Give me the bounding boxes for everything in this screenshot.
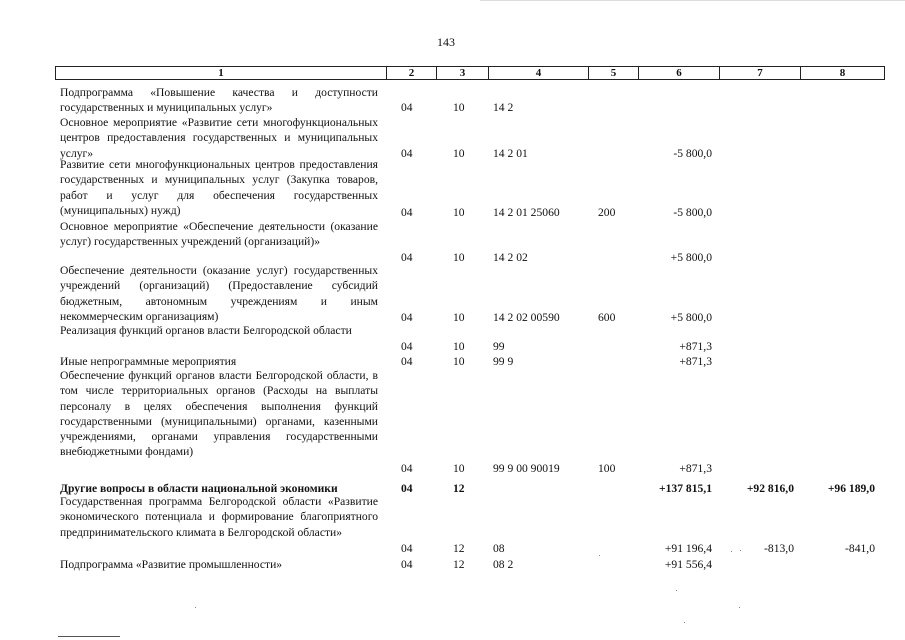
row-subsection: 10 (453, 462, 465, 475)
row-expense-type: 100 (598, 462, 616, 475)
row-target-code: 14 2 02 00590 (493, 311, 560, 324)
page-number: 143 (437, 35, 455, 49)
scan-speck (676, 590, 677, 591)
header-col-1: 1 (55, 66, 387, 80)
row-section: 04 (401, 340, 413, 353)
row-expense-type: 600 (598, 311, 616, 324)
header-col-2: 2 (386, 66, 437, 80)
row-subsection: 10 (453, 311, 465, 324)
row-section: 04 (401, 542, 413, 555)
scan-speck (731, 551, 732, 552)
row-name: Основное мероприятие «Развитие сети многофункциональных центров предоставления государственных и муниципальных услуг» (60, 116, 378, 160)
row-name: Подпрограмма «Повышение качества и доступности государственных и муниципальных услуг» (60, 86, 378, 115)
row-name: Обеспечение функций органов власти Белгородской области, в том числе территориальных органов (Расходы на выплаты персоналу в целях обеспечения выполнения функций государственными (муниципальными) органами, казенными учреждениями, органами управления государственными внебюджетными фондами) (60, 369, 378, 459)
row-name: Подпрограмма «Развитие промышленности» (60, 558, 283, 571)
scan-speck (195, 607, 196, 608)
row-amount-1: +5 800,0 (670, 311, 712, 324)
row-subsection: 12 (453, 482, 465, 495)
row-section: 04 (401, 482, 413, 495)
row-subsection: 10 (453, 147, 465, 160)
row-subsection: 10 (453, 101, 465, 114)
header-col-6: 6 (638, 66, 720, 80)
row-target-code: 14 2 (493, 101, 514, 114)
row-name: Реализация функций органов власти Белгородской области (60, 324, 352, 337)
row-name: Государственная программа Белгородской области «Развитие экономического потенциала и формирование благоприятного предпринимательского климата в Белгородской области» (60, 495, 378, 539)
row-subsection: 12 (453, 558, 465, 571)
row-target-code: 14 2 02 (493, 251, 528, 264)
row-target-code: 08 2 (493, 558, 514, 571)
row-amount-1: +5 800,0 (670, 251, 712, 264)
row-name: Развитие сети многофункциональных центров предоставления государственных и муниципальных услуг (Закупка товаров, работ и услуг для обеспечения государственных (муниципальных) нужд) (60, 158, 378, 217)
row-name: Основное мероприятие «Обеспечение деятельности (оказание услуг) государственных учреждений (организаций)» (60, 220, 378, 249)
row-section: 04 (401, 251, 413, 264)
row-amount-1: +91 196,4 (664, 542, 712, 555)
row-target-code: 08 (493, 542, 505, 555)
header-col-4: 4 (488, 66, 589, 80)
row-target-code: 99 9 00 90019 (493, 462, 560, 475)
row-amount-1: +137 815,1 (659, 482, 712, 495)
row-target-code: 14 2 01 25060 (493, 206, 560, 219)
row-subsection: 10 (453, 251, 465, 264)
row-name: Другие вопросы в области национальной экономики (60, 482, 338, 495)
row-amount-1: -5 800,0 (673, 147, 712, 160)
scan-speck (739, 607, 740, 608)
row-section: 04 (401, 462, 413, 475)
scan-speck (599, 555, 600, 556)
scan-speck (684, 622, 685, 623)
row-amount-1: +871,3 (679, 462, 712, 475)
scan-speck (740, 550, 741, 551)
row-amount-2: +92 816,0 (746, 482, 794, 495)
row-target-code: 14 2 01 (493, 147, 528, 160)
row-target-code: 99 (493, 340, 505, 353)
row-amount-1: +871,3 (679, 355, 712, 368)
row-amount-3: +96 189,0 (827, 482, 875, 495)
row-section: 04 (401, 101, 413, 114)
row-section: 04 (401, 206, 413, 219)
row-subsection: 10 (453, 206, 465, 219)
scan-edge-line (480, 0, 905, 1)
row-section: 04 (401, 558, 413, 571)
row-expense-type: 200 (598, 206, 616, 219)
row-amount-2: -813,0 (764, 542, 794, 555)
row-target-code: 99 9 (493, 355, 514, 368)
header-col-5: 5 (588, 66, 639, 80)
header-col-7: 7 (719, 66, 801, 80)
row-subsection: 10 (453, 340, 465, 353)
row-amount-1: +91 556,4 (664, 558, 712, 571)
row-section: 04 (401, 355, 413, 368)
row-subsection: 10 (453, 355, 465, 368)
row-amount-3: -841,0 (845, 542, 875, 555)
row-section: 04 (401, 147, 413, 160)
row-name: Обеспечение деятельности (оказание услуг) государственных учреждений (организаций) (Предоставление субсидий бюджетным, автономным учреждениям и иным некоммерческим организациям) (60, 264, 378, 323)
row-name: Иные непрограммные мероприятия (60, 355, 237, 368)
header-col-8: 8 (800, 66, 885, 80)
row-amount-1: +871,3 (679, 340, 712, 353)
header-col-3: 3 (436, 66, 489, 80)
row-section: 04 (401, 311, 413, 324)
row-amount-1: -5 800,0 (673, 206, 712, 219)
row-subsection: 12 (453, 542, 465, 555)
scan-edge-line (58, 636, 120, 637)
